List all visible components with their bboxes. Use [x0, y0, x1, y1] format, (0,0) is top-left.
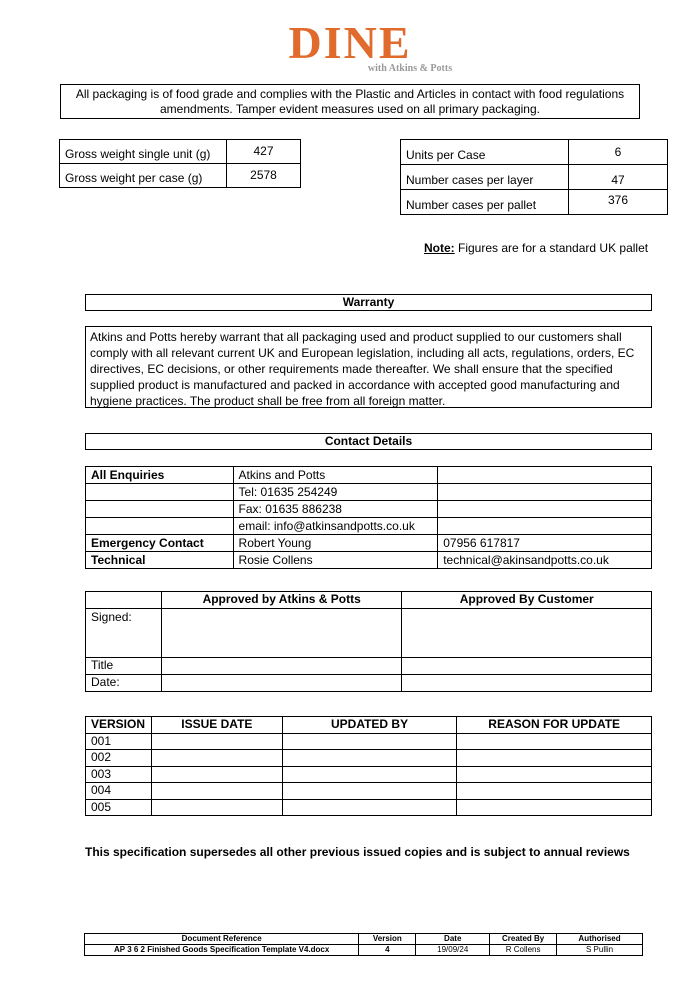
reason-header: REASON FOR UPDATE — [457, 717, 652, 734]
version-number: 002 — [86, 750, 152, 767]
table-row — [86, 501, 652, 518]
title-atkins-field[interactable] — [161, 658, 402, 675]
document-authorised: S Pullin — [557, 945, 643, 956]
document-reference: AP 3 6 2 Finished Goods Specification Template V4.docx — [85, 945, 359, 956]
packaging-statement: All packaging is of food grade and complies with the Plastic and Articles in contact with food regulations amendments. Tamper evident measures used on all primary packaging. — [60, 84, 640, 119]
title-label: Title — [86, 658, 162, 675]
supersede-statement: This specification supersedes all other previous issued copies and is subject to annual reviews — [85, 845, 630, 859]
reason-cell[interactable] — [457, 733, 652, 750]
approval-atkins-header: Approved by Atkins & Potts — [161, 592, 402, 609]
contact-header: Contact Details — [85, 433, 652, 450]
reason-cell[interactable] — [457, 783, 652, 800]
contact-value: Tel: 01635 254249 — [233, 484, 438, 501]
contact-extra: technical@akinsandpotts.co.uk — [438, 552, 652, 569]
contact-label — [86, 484, 234, 501]
updated-by-cell[interactable] — [282, 783, 457, 800]
warranty-header: Warranty — [85, 294, 652, 311]
table-row — [86, 535, 652, 552]
contact-extra — [438, 518, 652, 535]
footer-header: Document Reference — [85, 934, 359, 945]
contact-value: Atkins and Potts — [233, 467, 438, 484]
table-row — [86, 658, 652, 675]
pallet-note — [424, 241, 648, 255]
contact-label — [86, 518, 234, 535]
signed-label: Signed: — [86, 609, 162, 658]
footer-header: Version — [359, 934, 416, 945]
date-customer-field[interactable] — [402, 675, 652, 692]
document-footer-table — [84, 933, 643, 956]
note-label: Note: — [424, 241, 455, 255]
contact-label: Emergency Contact — [86, 535, 234, 552]
reason-cell[interactable] — [457, 750, 652, 767]
document-created-by: R Collens — [490, 945, 557, 956]
date-label: Date: — [86, 675, 162, 692]
contact-extra: 07956 617817 — [438, 535, 652, 552]
contact-label: All Enquiries — [86, 467, 234, 484]
date-atkins-field[interactable] — [161, 675, 402, 692]
table-row — [85, 945, 643, 956]
version-number: 001 — [86, 733, 152, 750]
units-value: 6 — [569, 140, 668, 165]
note-text: Figures are for a standard UK pallet — [454, 241, 649, 255]
contact-label: Technical — [86, 552, 234, 569]
contact-extra — [438, 501, 652, 518]
logo-wordmark: DINE — [288, 17, 412, 68]
logo-tagline: with Atkins & Potts — [367, 63, 453, 74]
table-row — [86, 733, 652, 750]
units-label: Number cases per layer — [401, 165, 569, 190]
reason-cell[interactable] — [457, 766, 652, 783]
table-row — [86, 609, 652, 658]
table-row — [86, 783, 652, 800]
version-number: 005 — [86, 799, 152, 816]
weight-value: 427 — [227, 140, 301, 164]
version-number: 004 — [86, 783, 152, 800]
reason-cell[interactable] — [457, 799, 652, 816]
dine-logo — [0, 17, 700, 74]
weight-value: 2578 — [227, 164, 301, 188]
weight-label: Gross weight per case (g) — [60, 164, 227, 188]
contact-value: Robert Young — [233, 535, 438, 552]
contact-table — [85, 466, 652, 569]
updated-by-cell[interactable] — [282, 766, 457, 783]
units-table — [400, 139, 668, 215]
table-row — [86, 717, 652, 734]
table-row — [86, 518, 652, 535]
table-row — [85, 934, 643, 945]
table-row — [86, 467, 652, 484]
contact-extra — [438, 484, 652, 501]
units-value: 47 — [569, 165, 668, 190]
table-row — [86, 484, 652, 501]
table-row — [401, 190, 668, 215]
contact-value: Fax: 01635 886238 — [233, 501, 438, 518]
table-row — [60, 140, 301, 164]
signed-atkins-field[interactable] — [161, 609, 402, 658]
signed-customer-field[interactable] — [402, 609, 652, 658]
table-row — [86, 799, 652, 816]
issue-date-cell[interactable] — [151, 750, 282, 767]
document-date: 19/09/24 — [416, 945, 490, 956]
issue-date-cell[interactable] — [151, 766, 282, 783]
table-row — [401, 140, 668, 165]
footer-header: Authorised — [557, 934, 643, 945]
issue-date-header: ISSUE DATE — [151, 717, 282, 734]
warranty-text: Atkins and Potts hereby warrant that all packaging used and product supplied to our customers shall comply with all relevant current UK and European legislation, including all acts, regulations, orders, EC directives, EC decisions, or other requirements made thereafter. We shall ensure that the specified supplied product is manufactured and packed in accordance with accepted good manufacturing and hygiene practices. The product shall be free from all foreign matter. — [85, 326, 652, 408]
units-value: 376 — [569, 190, 668, 215]
footer-header: Date — [416, 934, 490, 945]
units-label: Number cases per pallet — [401, 190, 569, 215]
table-row — [60, 164, 301, 188]
updated-by-header: UPDATED BY — [282, 717, 457, 734]
table-row — [401, 165, 668, 190]
table-row — [86, 766, 652, 783]
footer-header: Created By — [490, 934, 557, 945]
issue-date-cell[interactable] — [151, 783, 282, 800]
units-label: Units per Case — [401, 140, 569, 165]
contact-value: Rosie Collens — [233, 552, 438, 569]
updated-by-cell[interactable] — [282, 733, 457, 750]
approval-corner — [86, 592, 162, 609]
contact-extra — [438, 467, 652, 484]
updated-by-cell[interactable] — [282, 799, 457, 816]
table-row — [86, 552, 652, 569]
weight-label: Gross weight single unit (g) — [60, 140, 227, 164]
weights-table — [59, 139, 301, 188]
title-customer-field[interactable] — [402, 658, 652, 675]
version-header: VERSION — [86, 717, 152, 734]
contact-label — [86, 501, 234, 518]
document-version: 4 — [359, 945, 416, 956]
approval-table — [85, 591, 652, 692]
version-table — [85, 716, 652, 816]
table-row — [86, 592, 652, 609]
contact-value: email: info@atkinsandpotts.co.uk — [233, 518, 438, 535]
table-row — [86, 675, 652, 692]
issue-date-cell[interactable] — [151, 733, 282, 750]
approval-customer-header: Approved By Customer — [402, 592, 652, 609]
issue-date-cell[interactable] — [151, 799, 282, 816]
updated-by-cell[interactable] — [282, 750, 457, 767]
version-number: 003 — [86, 766, 152, 783]
table-row — [86, 750, 652, 767]
